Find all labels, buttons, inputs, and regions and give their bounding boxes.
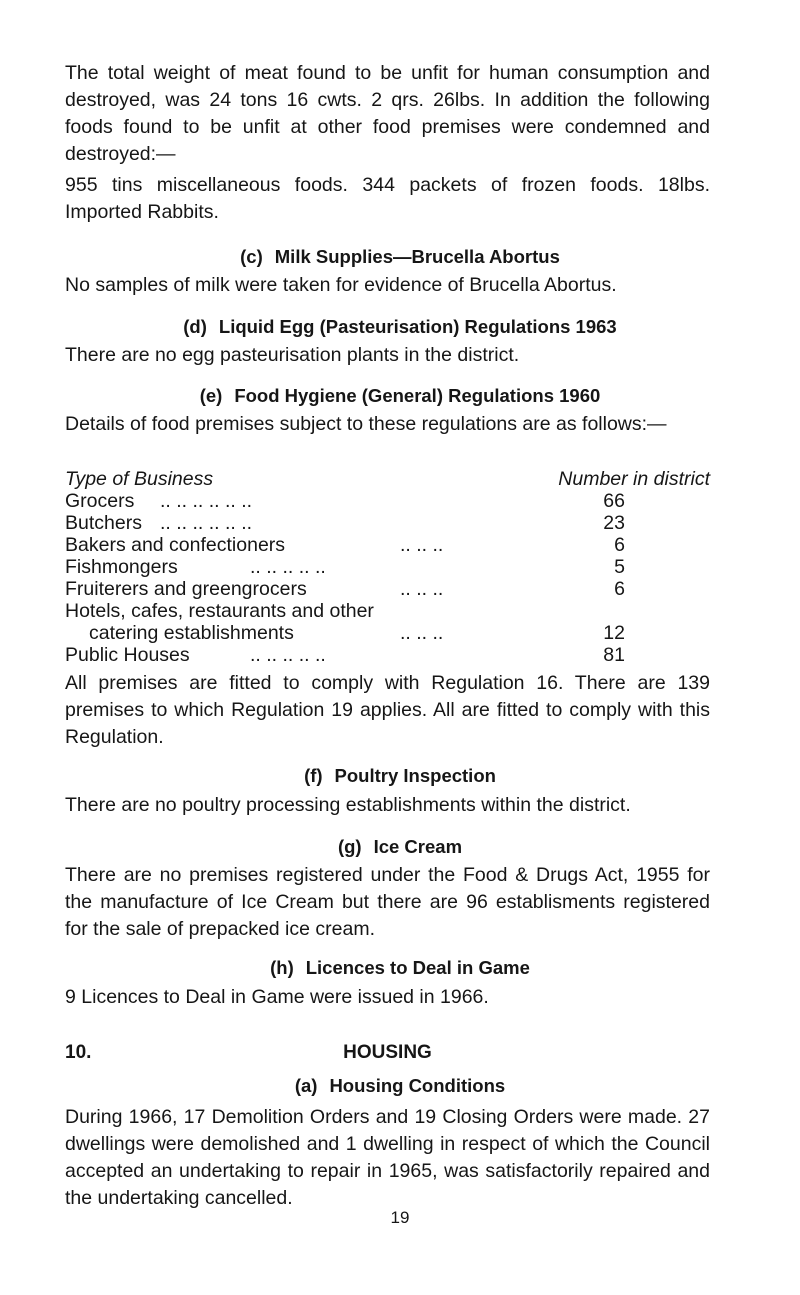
section-d-label: (d) [183, 316, 207, 337]
table-row [65, 490, 710, 512]
housing-section-number: 10. [65, 1042, 92, 1063]
row-count: 81 [603, 644, 625, 666]
section-c-text: No samples of milk were taken for evidence of Brucella Abortus. [65, 274, 617, 296]
section-d-body [65, 342, 710, 369]
housing-text: During 1966, 17 Demolition Orders and 19 Closing Orders were made. 27 dwellings were demolished and 1 dwelling in respect of which the Council accepted an undertaking to repair in 1965, was satisfactorily repaired and the undertaking cancelled. [65, 1106, 710, 1209]
row-count: 6 [614, 534, 625, 556]
section-c-heading [0, 246, 800, 268]
section-f-label: (f) [304, 765, 323, 786]
row-leader-dots: .. .. .. .. .. [250, 644, 326, 666]
section-h-heading [0, 957, 800, 979]
row-count: 6 [614, 578, 625, 600]
section-e-body [65, 411, 710, 438]
row-name: Fishmongers [65, 556, 178, 578]
column-header-number: Number in district [558, 468, 710, 490]
row-leader-dots: .. .. .. .. .. .. [160, 490, 253, 512]
section-f-body [65, 792, 710, 819]
section-h-title: Licences to Deal in Game [305, 957, 530, 978]
table-row [65, 622, 710, 644]
table-row [65, 644, 710, 666]
table-row [65, 578, 710, 600]
section-g-label: (g) [337, 836, 362, 857]
section-c-body [65, 272, 710, 299]
row-name: Bakers and confectioners [65, 534, 286, 556]
section-d-heading [0, 316, 800, 338]
row-count: 66 [603, 490, 625, 512]
row-count: 23 [603, 512, 625, 534]
meat-paragraph: The total weight of meat found to be unfit for human consumption and destroyed, was 24 tons 16 cwts. 2 qrs. 26lbs. In addition the following foods found to be unfit at other food premises were condemned and destroyed:— [65, 62, 710, 165]
row-name: Fruiterers and greengrocers [65, 578, 307, 600]
section-d-text: There are no egg pasteurisation plants in the district. [65, 344, 520, 366]
housing-body [65, 1104, 710, 1212]
table-row [65, 512, 710, 534]
section-e-after [65, 670, 710, 751]
section-e-label: (e) [199, 385, 223, 406]
table-row [65, 600, 710, 622]
regulation-paragraph: All premises are fitted to comply with Regulation 16. There are 139 premises to which Regulation 19 applies. All are fitted to comply with this Regulation. [65, 672, 710, 748]
column-header-type: Type of Business [65, 468, 214, 490]
section-f-text: There are no poultry processing establishments within the district. [65, 794, 631, 816]
section-g-title: Ice Cream [373, 836, 463, 857]
section-c-label: (c) [240, 246, 263, 267]
row-count: 12 [603, 622, 625, 644]
housing-sub-title: Housing Conditions [329, 1075, 506, 1096]
food-premises-table [65, 468, 710, 666]
row-name: Hotels, cafes, restaurants and other [65, 600, 374, 622]
housing-subheading [0, 1075, 800, 1097]
section-e-title: Food Hygiene (General) Regulations 1960 [234, 385, 601, 406]
intro-block [65, 60, 710, 226]
housing-title: HOUSING [343, 1042, 432, 1063]
section-g-body [65, 862, 710, 943]
row-count: 5 [614, 556, 625, 578]
section-c-title: Milk Supplies—Brucella Abortus [274, 246, 560, 267]
section-g-text: There are no premises registered under the Food & Drugs Act, 1955 for the manufacture of Ice Cream but there are 96 establisments registered for the sale of prepacked ice cream. [65, 864, 710, 940]
section-f-title: Poultry Inspection [334, 765, 496, 786]
section-g-heading [0, 836, 800, 858]
housing-sub-label: (a) [294, 1075, 318, 1096]
row-leader-dots: .. .. .. [400, 578, 444, 600]
row-name: catering establishments [89, 622, 294, 644]
section-e-heading [0, 385, 800, 407]
row-name: Grocers [65, 490, 135, 512]
page-number: 19 [390, 1208, 410, 1227]
row-name: Butchers [65, 512, 142, 534]
section-h-body [65, 984, 710, 1011]
condemned-foods-paragraph: 955 tins miscellaneous foods. 344 packets of frozen foods. 18lbs. Imported Rabbits. [65, 174, 710, 223]
row-leader-dots: .. .. .. [400, 622, 444, 644]
section-h-label: (h) [270, 957, 294, 978]
section-e-text: Details of food premises subject to these regulations are as follows:— [65, 413, 667, 435]
row-leader-dots: .. .. .. .. .. .. [160, 512, 253, 534]
section-h-text: 9 Licences to Deal in Game were issued in 1966. [65, 986, 489, 1008]
section-d-title: Liquid Egg (Pasteurisation) Regulations 1963 [218, 316, 617, 337]
table-header-row [65, 468, 710, 490]
row-leader-dots: .. .. .. [400, 534, 444, 556]
table-row [65, 534, 710, 556]
table-row [65, 556, 710, 578]
section-f-heading [0, 765, 800, 787]
row-leader-dots: .. .. .. .. .. [250, 556, 326, 578]
row-name: Public Houses [65, 644, 190, 666]
